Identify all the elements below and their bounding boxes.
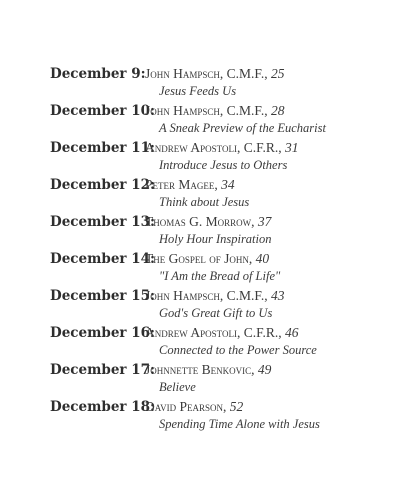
entry-author: John Hampsch, C.M.F. (145, 66, 265, 81)
entry-author-line: Peter Magee, 34 (145, 177, 235, 192)
entry-title: "I Am the Bread of Life" (159, 269, 281, 283)
entry-title: Holy Hour Inspiration (159, 232, 272, 246)
entry-page-number: 40 (255, 251, 270, 266)
entry-page-number: 37 (257, 214, 272, 229)
entry-page-number: 43 (270, 288, 285, 303)
entry-date: December 12: (50, 177, 156, 193)
toc-entry (26, 250, 396, 287)
entry-date: December 18: (50, 399, 156, 415)
entry-title: Connected to the Power Source (159, 343, 317, 357)
entry-author: David Pearson (145, 399, 223, 414)
entry-author: Andrew Apostoli, C.F.R. (145, 140, 279, 155)
entry-date: December 16: (50, 325, 156, 341)
toc-entry (26, 213, 396, 250)
toc-entry (26, 398, 396, 435)
entry-author: John Hampsch, C.M.F. (145, 288, 265, 303)
entry-page-number: 28 (270, 103, 285, 118)
entry-title: A Sneak Preview of the Eucharist (159, 121, 326, 135)
entry-title: God's Great Gift to Us (159, 306, 273, 320)
table-of-contents (26, 65, 396, 435)
entry-page-number: 31 (285, 140, 299, 155)
toc-entry (26, 287, 396, 324)
toc-entry (26, 102, 396, 139)
entry-author-line: John Hampsch, C.M.F., 43 (145, 288, 285, 303)
toc-entry (26, 65, 396, 102)
entry-author-line: Andrew Apostoli, C.F.R., 31 (145, 140, 299, 155)
entry-author-line: Andrew Apostoli, C.F.R., 46 (145, 325, 299, 340)
entry-page-number: 25 (270, 66, 285, 81)
entry-date: December 17: (50, 362, 156, 378)
toc-entry (26, 361, 396, 398)
toc-entry (26, 176, 396, 213)
entry-author-line: The Gospel of John, 40 (145, 251, 270, 266)
toc-entry (26, 139, 396, 176)
entry-author: Johnnette Benkovic (145, 362, 252, 377)
entry-date: December 9: (50, 66, 146, 82)
entry-title: Think about Jesus (159, 195, 250, 209)
entry-date: December 11: (50, 140, 156, 156)
entry-title: Jesus Feeds Us (159, 84, 237, 98)
entry-page-number: 34 (221, 177, 235, 192)
entry-author-line: Thomas G. Morrow, 37 (145, 214, 272, 229)
entry-page-number: 52 (229, 399, 244, 414)
entry-page-number: 46 (285, 325, 299, 340)
entry-author: Peter Magee (145, 177, 215, 192)
entry-date: December 14: (50, 251, 156, 267)
entry-title: Spending Time Alone with Jesus (159, 417, 320, 431)
entry-author-line: David Pearson, 52 (145, 399, 244, 414)
entry-author: Andrew Apostoli, C.F.R. (145, 325, 279, 340)
entry-author-line: Johnnette Benkovic, 49 (145, 362, 272, 377)
entry-date: December 10: (50, 103, 156, 119)
entry-author: The Gospel of John (145, 251, 249, 266)
entry-page-number: 49 (257, 362, 272, 377)
entry-author-line: John Hampsch, C.M.F., 28 (145, 103, 285, 118)
entry-author-line: John Hampsch, C.M.F., 25 (145, 66, 285, 81)
entry-title: Believe (159, 380, 196, 394)
entry-title: Introduce Jesus to Others (159, 158, 288, 172)
entry-author: John Hampsch, C.M.F. (145, 103, 265, 118)
entry-author: Thomas G. Morrow (145, 214, 252, 229)
entry-date: December 13: (50, 214, 156, 230)
toc-entry (26, 324, 396, 361)
entry-date: December 15: (50, 288, 156, 304)
